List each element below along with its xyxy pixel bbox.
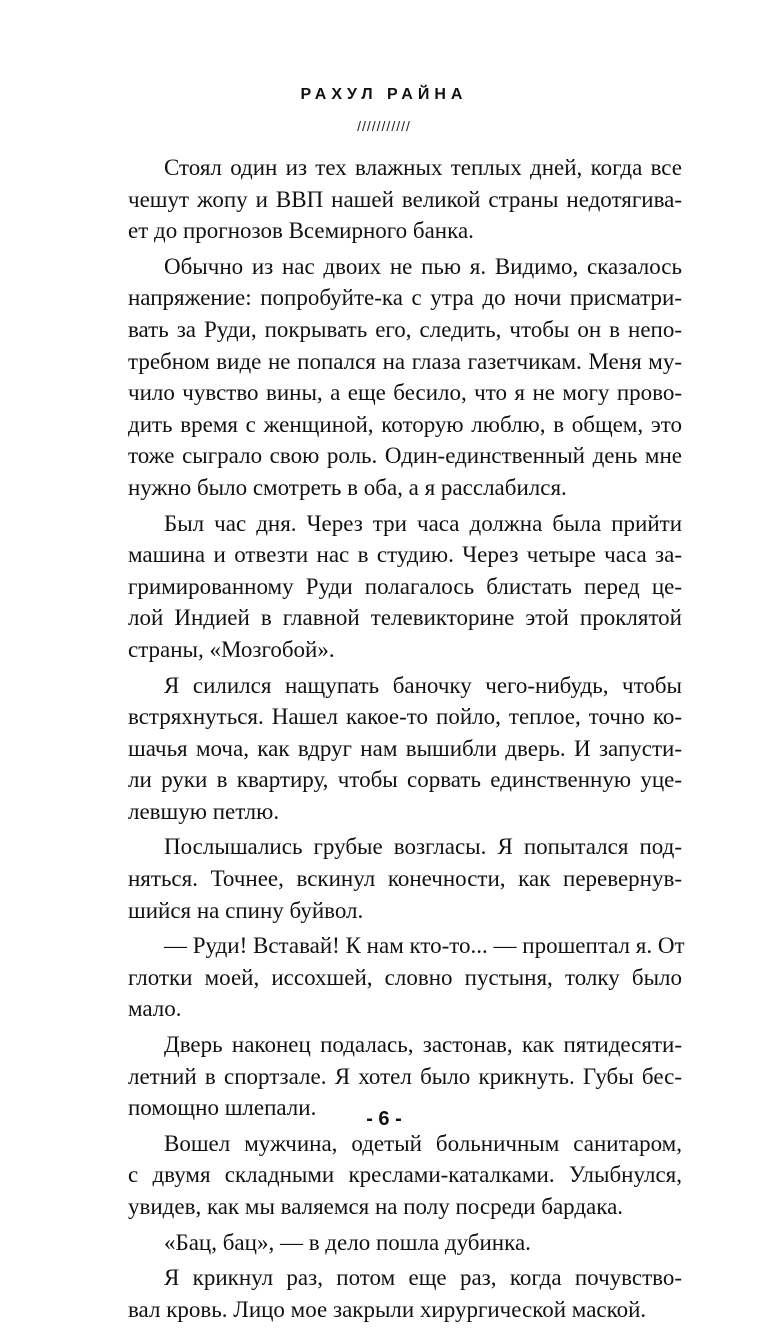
text-line: машина и отвезти нас в студию. Через четыре часа за-: [128, 542, 682, 568]
text-line: лой Индией в главной телевикторине этой проклятой: [128, 605, 682, 631]
text-line: Обычно из нас двоих не пью я. Видимо, сказалось: [164, 253, 682, 279]
text-line: левшую петлю.: [128, 798, 280, 824]
text-line: чило чувство вины, а еще бесило, что я не могу прово-: [128, 380, 682, 406]
text-line: вал кровь. Лицо мое закрыли хирургической маской.: [128, 1296, 647, 1322]
body-text: [128, 152, 685, 1329]
paragraph: [128, 251, 682, 504]
text-line: Я крикнул раз, потом еще раз, когда почувство-: [164, 1265, 682, 1291]
text-line: требном виде не попался на глаза газетчикам. Меня му-: [128, 348, 682, 374]
text-line: ет до прогнозов Всемирного банка.: [128, 218, 474, 244]
paragraph: [128, 670, 682, 828]
text-line: Был час дня. Через три часа должна была прийти: [164, 510, 682, 536]
text-line: Стоял один из тех влажных теплых дней, когда все: [164, 155, 682, 180]
text-line: Дверь наконец подалась, застонав, как пятидесяти-: [164, 1032, 682, 1058]
text-line: чешут жопу и ВВП нашей великой страны недотягива-: [128, 186, 682, 212]
text-line: вать за Руди, покрывать его, следить, чтобы он в непо-: [128, 316, 682, 342]
paragraph: [128, 831, 682, 926]
text-line: тоже сыграло свою роль. Один-единственный день мне: [128, 443, 682, 469]
text-line: Я силился нащупать баночку чего-нибудь, чтобы: [164, 672, 682, 698]
running-header-author: РАХУЛ РАЙНА: [300, 86, 468, 103]
text-line: с двумя складными креслами-каталками. Улыбнулся,: [128, 1162, 682, 1188]
paragraph: [128, 930, 685, 1025]
text-line: нужно было смотреть в оба, а я расслабился.: [128, 474, 567, 500]
text-line: мало.: [128, 996, 182, 1022]
text-line: шийся на спину буйвол.: [128, 897, 364, 923]
text-line: Вошел мужчина, одетый больничным санитаром,: [164, 1130, 682, 1156]
text-line: страны, «Мозгобой».: [128, 636, 335, 662]
page-number: - 6 -: [366, 1108, 402, 1130]
text-line: напряжение: попробуйте-ка с утра до ночи присматри-: [128, 285, 682, 311]
text-line: гримированному Руди полагалось блистать перед це-: [128, 573, 682, 599]
paragraph: [128, 508, 682, 666]
text-line: увидев, как мы валяемся на полу посреди бардака.: [128, 1194, 624, 1219]
text-line: летний в спортзале. Я хотел было крикнуть. Губы бес-: [128, 1063, 682, 1089]
text-line: помощно шлепали.: [128, 1095, 317, 1121]
text-line: няться. Точнее, вскинул конечности, как перевернув-: [128, 866, 682, 892]
text-line: «Бац, бац», — в дело пошла дубинка.: [164, 1229, 531, 1255]
text-line: дить время с женщиной, которую люблю, в общем, это: [128, 411, 682, 437]
text-line: встряхнуться. Нашел какое-то пойло, теплое, точно ко-: [128, 704, 682, 730]
text-line: Послышались грубые возгласы. Я попытался под-: [164, 834, 682, 860]
text-line: ли руки в квартиру, чтобы сорвать единственную уце-: [128, 767, 682, 793]
text-line: глотки моей, иссохшей, словно пустыня, толку было: [128, 964, 682, 990]
paragraph: [128, 1227, 682, 1259]
header-ornament: ///////////: [357, 118, 411, 134]
text-line: — Руди! Вставай! К нам кто-то... — прошептал я. От: [164, 933, 685, 959]
paragraph: [128, 1262, 682, 1325]
paragraph: [128, 1128, 682, 1223]
paragraph: [128, 152, 682, 247]
text-line: шачья моча, как вдруг нам вышибли дверь. И запусти-: [128, 735, 682, 761]
